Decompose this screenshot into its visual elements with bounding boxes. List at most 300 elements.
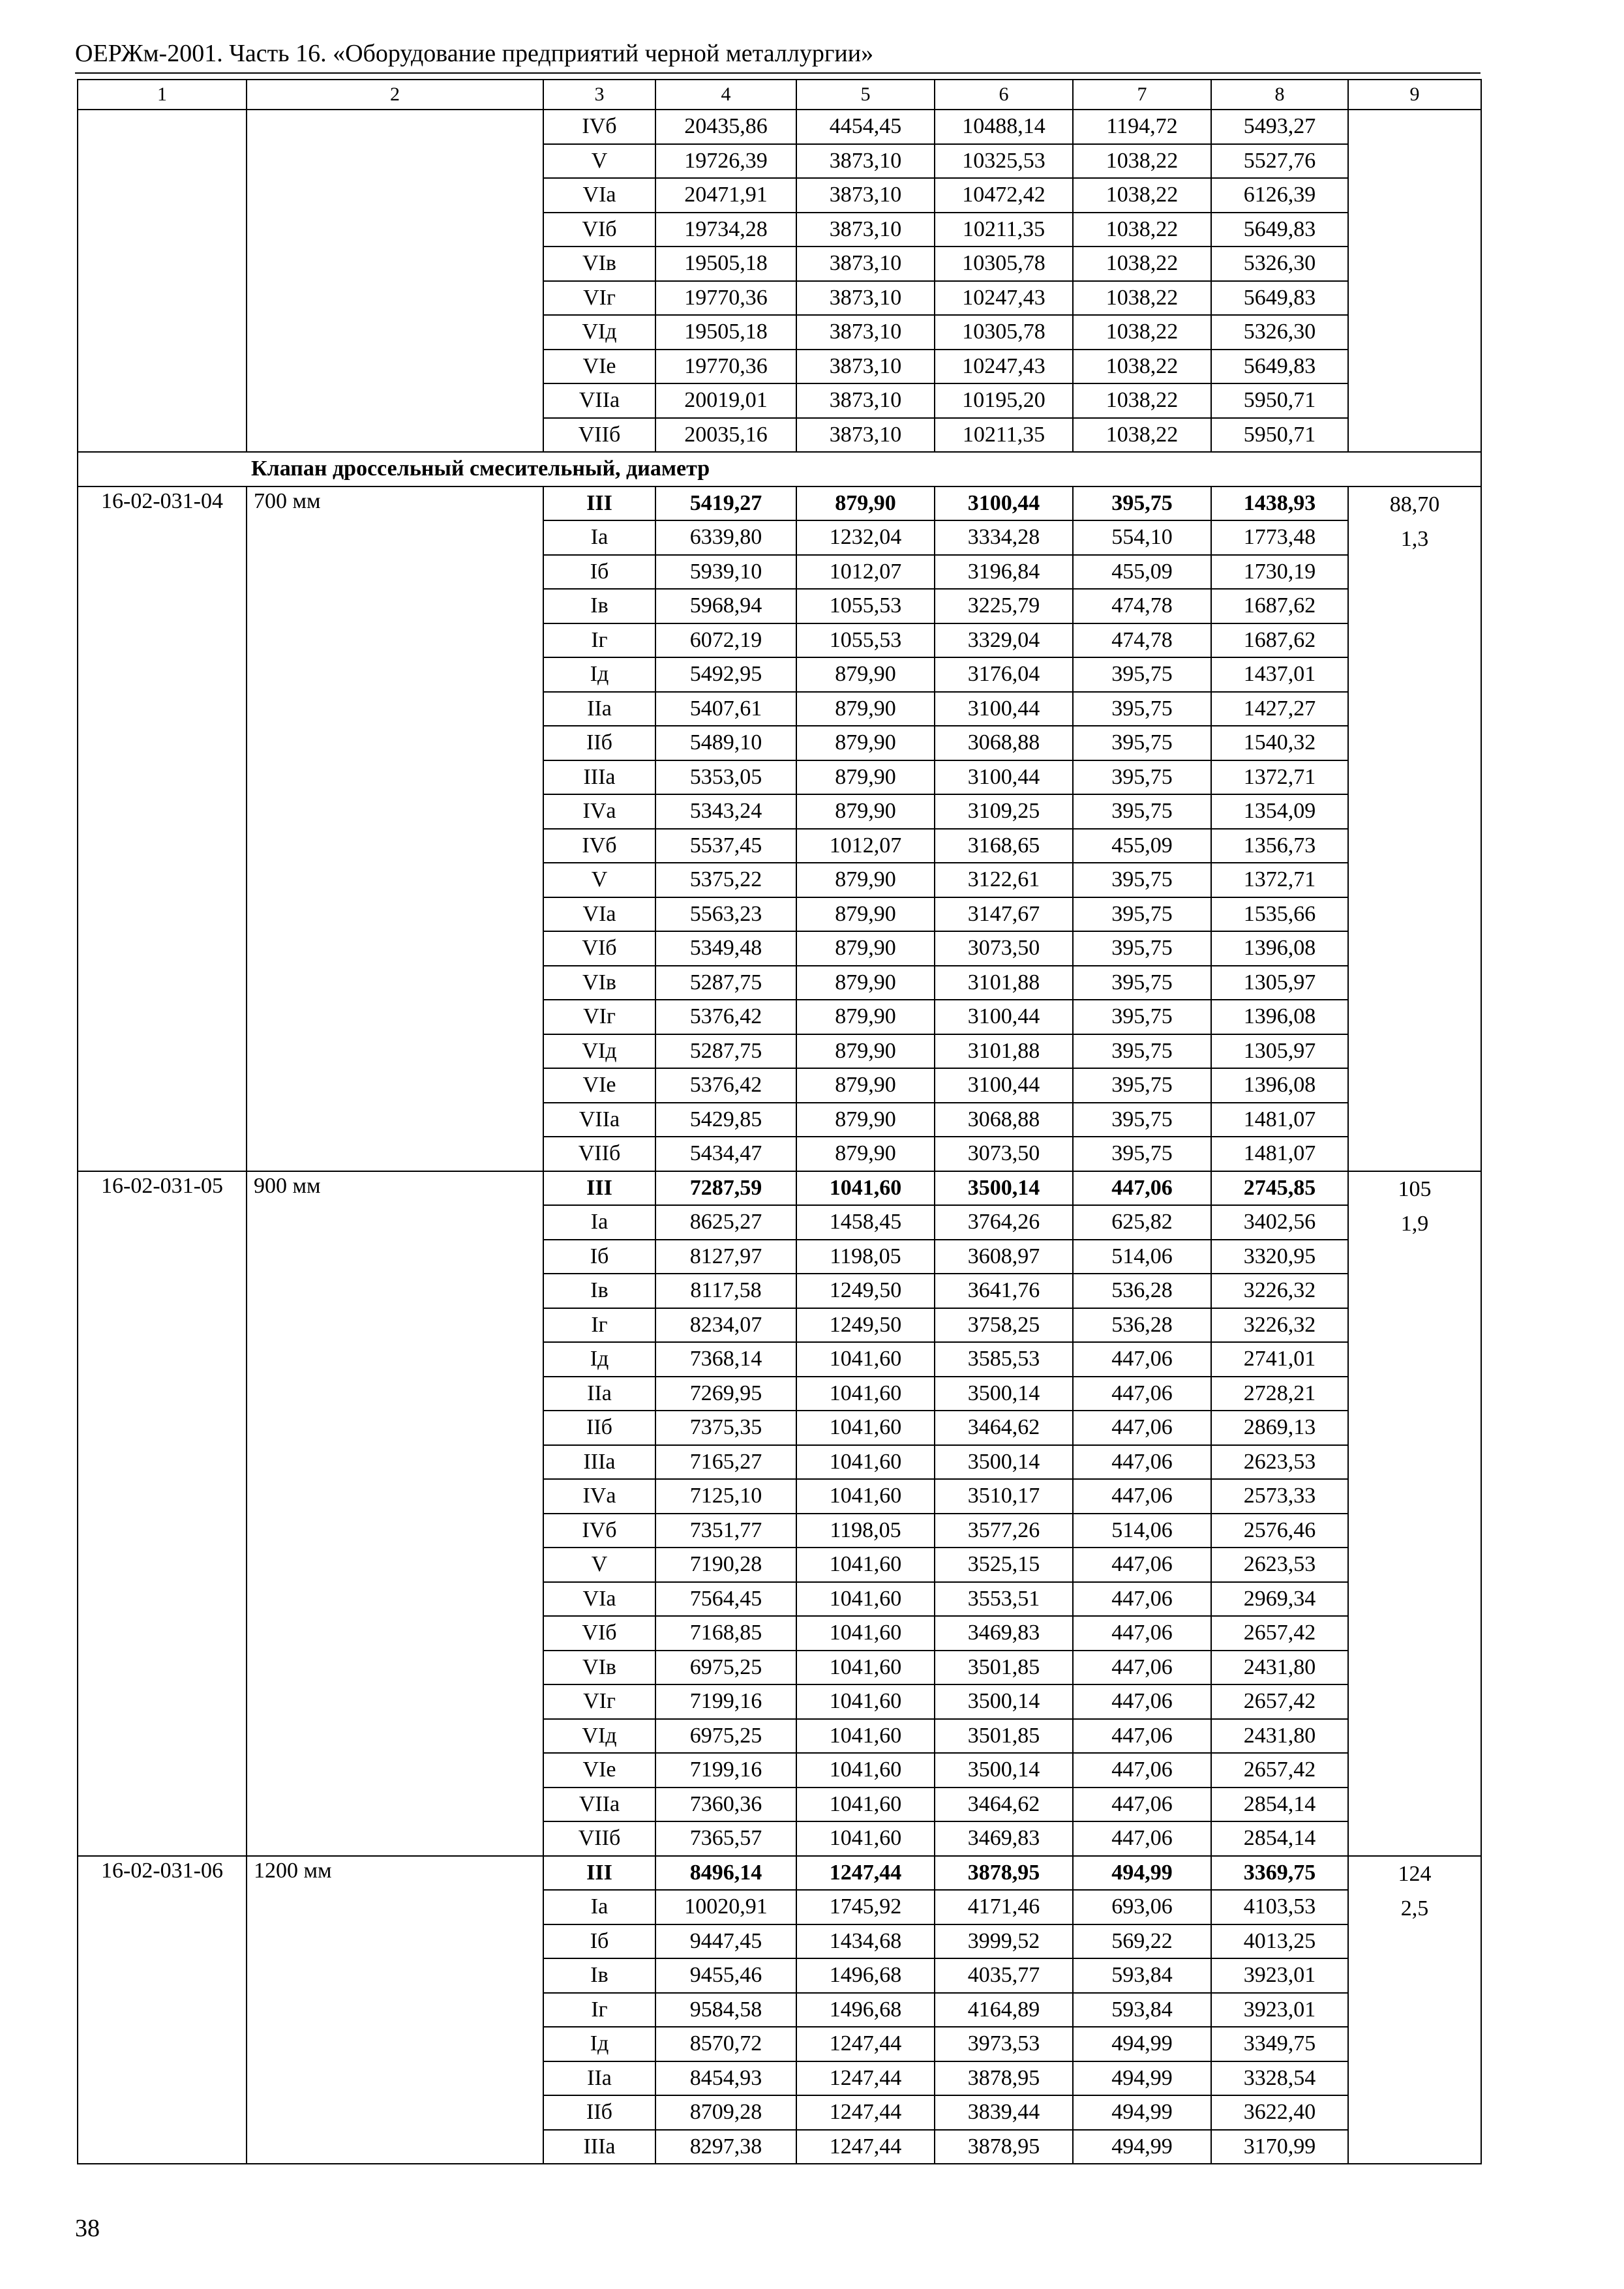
value-cell: 1687,62 <box>1211 589 1348 623</box>
value-cell: 1012,07 <box>796 829 935 863</box>
value-cell: 5649,83 <box>1211 281 1348 316</box>
value-cell: 10488,14 <box>935 110 1073 144</box>
value-cell: 1041,60 <box>796 1719 935 1754</box>
value-cell: 7165,27 <box>655 1445 796 1480</box>
col9-cell <box>1348 110 1481 452</box>
value-cell: 20035,16 <box>655 418 796 453</box>
value-cell: 395,75 <box>1073 1000 1211 1034</box>
value-cell: 879,90 <box>796 1068 935 1103</box>
value-cell: 3168,65 <box>935 829 1073 863</box>
value-cell: 395,75 <box>1073 931 1211 966</box>
value-cell: 3100,44 <box>935 1068 1073 1103</box>
value-cell: 1730,19 <box>1211 555 1348 590</box>
row-name <box>247 110 543 452</box>
table-row <box>78 486 1481 521</box>
value-cell: 1041,60 <box>796 1753 935 1788</box>
page-number: 38 <box>75 2215 100 2242</box>
value-cell: 1249,50 <box>796 1308 935 1343</box>
zone-cell: VIIа <box>543 1103 655 1137</box>
value-cell: 1356,73 <box>1211 829 1348 863</box>
value-cell: 5326,30 <box>1211 315 1348 350</box>
value-cell: 3873,10 <box>796 315 935 350</box>
value-cell: 4164,89 <box>935 1993 1073 2027</box>
value-cell: 1038,22 <box>1073 178 1211 213</box>
value-cell: 494,99 <box>1073 1856 1211 1891</box>
value-cell: 4103,53 <box>1211 1890 1348 1924</box>
value-cell: 2657,42 <box>1211 1616 1348 1651</box>
value-cell: 3464,62 <box>935 1411 1073 1445</box>
value-cell: 447,06 <box>1073 1445 1211 1480</box>
value-cell: 3334,28 <box>935 520 1073 555</box>
zone-cell: IVб <box>543 1514 655 1548</box>
column-number: 4 <box>655 80 796 110</box>
value-cell: 3349,75 <box>1211 2027 1348 2061</box>
value-cell: 395,75 <box>1073 760 1211 795</box>
value-cell: 1038,22 <box>1073 418 1211 453</box>
value-cell: 1437,01 <box>1211 657 1348 692</box>
value-cell: 1247,44 <box>796 2095 935 2130</box>
value-cell: 3873,10 <box>796 144 935 179</box>
value-cell: 395,75 <box>1073 1068 1211 1103</box>
row-code: 16-02-031-05 <box>78 1171 247 1856</box>
zone-cell: III <box>543 1171 655 1206</box>
value-cell: 879,90 <box>796 657 935 692</box>
value-cell: 5326,30 <box>1211 247 1348 281</box>
col9-cell <box>1348 486 1481 1171</box>
value-cell: 5950,71 <box>1211 418 1348 453</box>
value-cell: 1247,44 <box>796 2061 935 2096</box>
value-cell: 1041,60 <box>796 1342 935 1377</box>
value-cell: 395,75 <box>1073 863 1211 897</box>
zone-cell: VIб <box>543 931 655 966</box>
column-number: 3 <box>543 80 655 110</box>
value-cell: 5527,76 <box>1211 144 1348 179</box>
zone-cell: VIг <box>543 1000 655 1034</box>
value-cell: 2623,53 <box>1211 1445 1348 1480</box>
value-cell: 536,28 <box>1073 1308 1211 1343</box>
value-cell: 2728,21 <box>1211 1377 1348 1411</box>
value-cell: 1232,04 <box>796 520 935 555</box>
zone-cell: Iб <box>543 1924 655 1959</box>
value-cell: 3622,40 <box>1211 2095 1348 2130</box>
col9-cell <box>1348 1171 1481 1856</box>
value-cell: 3873,10 <box>796 350 935 384</box>
value-cell: 5939,10 <box>655 555 796 590</box>
zone-cell: Iв <box>543 589 655 623</box>
value-cell: 10247,43 <box>935 281 1073 316</box>
value-cell: 3923,01 <box>1211 1993 1348 2027</box>
value-cell: 3553,51 <box>935 1582 1073 1617</box>
value-cell: 514,06 <box>1073 1514 1211 1548</box>
zone-cell: VIIа <box>543 383 655 418</box>
value-cell: 19770,36 <box>655 350 796 384</box>
value-cell: 395,75 <box>1073 657 1211 692</box>
value-cell: 1041,60 <box>796 1616 935 1651</box>
zone-cell: Iа <box>543 1205 655 1240</box>
value-cell: 395,75 <box>1073 794 1211 829</box>
value-cell: 8496,14 <box>655 1856 796 1891</box>
value-cell: 3878,95 <box>935 1856 1073 1891</box>
zone-cell: Iг <box>543 1993 655 2027</box>
zone-cell: VIа <box>543 897 655 932</box>
zone-cell: Iг <box>543 623 655 658</box>
value-cell: 1038,22 <box>1073 144 1211 179</box>
value-cell: 593,84 <box>1073 1993 1211 2027</box>
value-cell: 1249,50 <box>796 1274 935 1308</box>
value-cell: 879,90 <box>796 1137 935 1171</box>
value-cell: 10195,20 <box>935 383 1073 418</box>
value-cell: 7360,36 <box>655 1788 796 1822</box>
value-cell: 3764,26 <box>935 1205 1073 1240</box>
value-cell: 1396,08 <box>1211 1068 1348 1103</box>
value-cell: 879,90 <box>796 1034 935 1069</box>
value-cell: 395,75 <box>1073 726 1211 760</box>
value-cell: 3068,88 <box>935 726 1073 760</box>
value-cell: 2657,42 <box>1211 1753 1348 1788</box>
value-cell: 7375,35 <box>655 1411 796 1445</box>
value-cell: 19505,18 <box>655 315 796 350</box>
zone-cell: VIе <box>543 350 655 384</box>
value-cell: 10305,78 <box>935 315 1073 350</box>
column-number: 2 <box>247 80 543 110</box>
zone-cell: Iг <box>543 1308 655 1343</box>
value-cell: 3100,44 <box>935 486 1073 521</box>
column-number: 6 <box>935 80 1073 110</box>
value-cell: 3500,14 <box>935 1377 1073 1411</box>
value-cell: 494,99 <box>1073 2061 1211 2096</box>
value-cell: 625,82 <box>1073 1205 1211 1240</box>
value-cell: 3500,14 <box>935 1753 1073 1788</box>
value-cell: 3226,32 <box>1211 1308 1348 1343</box>
zone-cell: V <box>543 144 655 179</box>
zone-cell: VIг <box>543 1684 655 1719</box>
value-cell: 3758,25 <box>935 1308 1073 1343</box>
value-cell: 4171,46 <box>935 1890 1073 1924</box>
value-cell: 7190,28 <box>655 1548 796 1582</box>
page-header: ОЕРЖм-2001. Часть 16. «Оборудование предприятий черной металлургии» <box>75 40 874 67</box>
value-cell: 3500,14 <box>935 1684 1073 1719</box>
value-cell: 1540,32 <box>1211 726 1348 760</box>
value-cell: 554,10 <box>1073 520 1211 555</box>
zone-cell: Iд <box>543 2027 655 2061</box>
zone-cell: IIIа <box>543 760 655 795</box>
table-row <box>78 1171 1481 1206</box>
value-cell: 3369,75 <box>1211 1856 1348 1891</box>
value-cell: 1041,60 <box>796 1548 935 1582</box>
column-number: 5 <box>796 80 935 110</box>
value-cell: 2573,33 <box>1211 1479 1348 1514</box>
row-code: 16-02-031-06 <box>78 1856 247 2164</box>
value-cell: 1041,60 <box>796 1445 935 1480</box>
section-row <box>78 452 1481 486</box>
zone-cell: VIIа <box>543 1788 655 1822</box>
value-cell: 3608,97 <box>935 1240 1073 1274</box>
value-cell: 455,09 <box>1073 555 1211 590</box>
value-cell: 1247,44 <box>796 2027 935 2061</box>
zone-cell: VIIб <box>543 1821 655 1856</box>
value-cell: 3873,10 <box>796 383 935 418</box>
section-title: Клапан дроссельный смесительный, диаметр <box>78 452 1481 486</box>
value-cell: 1496,68 <box>796 1993 935 2027</box>
value-cell: 10211,35 <box>935 213 1073 247</box>
zone-cell: VIб <box>543 213 655 247</box>
value-cell: 395,75 <box>1073 692 1211 726</box>
zone-cell: III <box>543 486 655 521</box>
value-cell: 447,06 <box>1073 1171 1211 1206</box>
value-cell: 3402,56 <box>1211 1205 1348 1240</box>
value-cell: 1396,08 <box>1211 1000 1348 1034</box>
zone-cell: IIIа <box>543 1445 655 1480</box>
value-cell: 5375,22 <box>655 863 796 897</box>
value-cell: 2623,53 <box>1211 1548 1348 1582</box>
value-cell: 5349,48 <box>655 931 796 966</box>
value-cell: 6126,39 <box>1211 178 1348 213</box>
value-cell: 3100,44 <box>935 1000 1073 1034</box>
value-cell: 1041,60 <box>796 1821 935 1856</box>
value-cell: 3878,95 <box>935 2130 1073 2164</box>
value-cell: 1198,05 <box>796 1514 935 1548</box>
value-cell: 1745,92 <box>796 1890 935 1924</box>
value-cell: 6975,25 <box>655 1651 796 1685</box>
value-cell: 5489,10 <box>655 726 796 760</box>
value-cell: 7351,77 <box>655 1514 796 1548</box>
value-cell: 3073,50 <box>935 931 1073 966</box>
value-cell: 8234,07 <box>655 1308 796 1343</box>
table-row <box>78 1856 1481 1891</box>
value-cell: 3073,50 <box>935 1137 1073 1171</box>
zone-cell: VIд <box>543 1034 655 1069</box>
value-cell: 4454,45 <box>796 110 935 144</box>
column-number: 1 <box>78 80 247 110</box>
value-cell: 447,06 <box>1073 1821 1211 1856</box>
value-cell: 5968,94 <box>655 589 796 623</box>
value-cell: 395,75 <box>1073 1103 1211 1137</box>
zone-cell: VIб <box>543 1616 655 1651</box>
value-cell: 455,09 <box>1073 829 1211 863</box>
value-cell: 1434,68 <box>796 1924 935 1959</box>
value-cell: 447,06 <box>1073 1788 1211 1822</box>
value-cell: 3873,10 <box>796 418 935 453</box>
value-cell: 447,06 <box>1073 1582 1211 1617</box>
zone-cell: IIб <box>543 726 655 760</box>
zone-cell: VIа <box>543 1582 655 1617</box>
col9-cell <box>1348 1856 1481 2164</box>
value-cell: 8709,28 <box>655 2095 796 2130</box>
value-cell: 474,78 <box>1073 623 1211 658</box>
value-cell: 3500,14 <box>935 1171 1073 1206</box>
value-cell: 3068,88 <box>935 1103 1073 1137</box>
col9-value: 124 <box>1398 1861 1432 1886</box>
value-cell: 8117,58 <box>655 1274 796 1308</box>
value-cell: 8454,93 <box>655 2061 796 2096</box>
value-cell: 1041,60 <box>796 1788 935 1822</box>
zone-cell: IIа <box>543 1377 655 1411</box>
value-cell: 1481,07 <box>1211 1103 1348 1137</box>
zone-cell: IIб <box>543 1411 655 1445</box>
value-cell: 5287,75 <box>655 1034 796 1069</box>
zone-cell: IIб <box>543 2095 655 2130</box>
value-cell: 2576,46 <box>1211 1514 1348 1548</box>
value-cell: 3873,10 <box>796 247 935 281</box>
value-cell: 395,75 <box>1073 897 1211 932</box>
value-cell: 447,06 <box>1073 1411 1211 1445</box>
value-cell: 3320,95 <box>1211 1240 1348 1274</box>
value-cell: 1458,45 <box>796 1205 935 1240</box>
value-cell: 5950,71 <box>1211 383 1348 418</box>
value-cell: 1372,71 <box>1211 863 1348 897</box>
rates-table <box>77 79 1482 2164</box>
value-cell: 5353,05 <box>655 760 796 795</box>
column-number-row <box>78 80 1481 110</box>
value-cell: 7269,95 <box>655 1377 796 1411</box>
value-cell: 1354,09 <box>1211 794 1348 829</box>
value-cell: 693,06 <box>1073 1890 1211 1924</box>
value-cell: 447,06 <box>1073 1719 1211 1754</box>
value-cell: 5407,61 <box>655 692 796 726</box>
zone-cell: VIв <box>543 966 655 1000</box>
value-cell: 2657,42 <box>1211 1684 1348 1719</box>
row-name: 700 мм <box>247 486 543 1171</box>
value-cell: 6339,80 <box>655 520 796 555</box>
value-cell: 7564,45 <box>655 1582 796 1617</box>
value-cell: 1372,71 <box>1211 760 1348 795</box>
value-cell: 879,90 <box>796 486 935 521</box>
value-cell: 3641,76 <box>935 1274 1073 1308</box>
value-cell: 1773,48 <box>1211 520 1348 555</box>
header-rule <box>75 72 1481 74</box>
zone-cell: VIа <box>543 178 655 213</box>
value-cell: 10247,43 <box>935 350 1073 384</box>
value-cell: 3196,84 <box>935 555 1073 590</box>
value-cell: 3147,67 <box>935 897 1073 932</box>
value-cell: 10472,42 <box>935 178 1073 213</box>
column-number: 7 <box>1073 80 1211 110</box>
value-cell: 3839,44 <box>935 2095 1073 2130</box>
value-cell: 879,90 <box>796 931 935 966</box>
zone-cell: V <box>543 1548 655 1582</box>
value-cell: 1305,97 <box>1211 1034 1348 1069</box>
value-cell: 9447,45 <box>655 1924 796 1959</box>
value-cell: 5434,47 <box>655 1137 796 1171</box>
value-cell: 5376,42 <box>655 1000 796 1034</box>
value-cell: 7365,57 <box>655 1821 796 1856</box>
table-row <box>78 110 1481 144</box>
zone-cell: VIв <box>543 1651 655 1685</box>
value-cell: 1038,22 <box>1073 247 1211 281</box>
col9-value: 1,3 <box>1400 527 1429 551</box>
zone-cell: VIг <box>543 281 655 316</box>
value-cell: 395,75 <box>1073 966 1211 1000</box>
value-cell: 5649,83 <box>1211 350 1348 384</box>
value-cell: 3226,32 <box>1211 1274 1348 1308</box>
value-cell: 3501,85 <box>935 1651 1073 1685</box>
zone-cell: VIд <box>543 1719 655 1754</box>
zone-cell: VIIб <box>543 1137 655 1171</box>
value-cell: 10020,91 <box>655 1890 796 1924</box>
value-cell: 10325,53 <box>935 144 1073 179</box>
value-cell: 7287,59 <box>655 1171 796 1206</box>
value-cell: 3170,99 <box>1211 2130 1348 2164</box>
value-cell: 593,84 <box>1073 1958 1211 1993</box>
value-cell: 5419,27 <box>655 486 796 521</box>
value-cell: 3329,04 <box>935 623 1073 658</box>
value-cell: 1041,60 <box>796 1684 935 1719</box>
value-cell: 8570,72 <box>655 2027 796 2061</box>
value-cell: 569,22 <box>1073 1924 1211 1959</box>
value-cell: 1041,60 <box>796 1651 935 1685</box>
value-cell: 494,99 <box>1073 2095 1211 2130</box>
value-cell: 879,90 <box>796 966 935 1000</box>
value-cell: 3973,53 <box>935 2027 1073 2061</box>
value-cell: 3501,85 <box>935 1719 1073 1754</box>
value-cell: 1038,22 <box>1073 281 1211 316</box>
value-cell: 2745,85 <box>1211 1171 1348 1206</box>
value-cell: 879,90 <box>796 760 935 795</box>
zone-cell: VIе <box>543 1068 655 1103</box>
value-cell: 1038,22 <box>1073 350 1211 384</box>
value-cell: 5563,23 <box>655 897 796 932</box>
zone-cell: Iд <box>543 657 655 692</box>
value-cell: 1041,60 <box>796 1479 935 1514</box>
value-cell: 2741,01 <box>1211 1342 1348 1377</box>
value-cell: 536,28 <box>1073 1274 1211 1308</box>
value-cell: 3328,54 <box>1211 2061 1348 2096</box>
value-cell: 1038,22 <box>1073 213 1211 247</box>
value-cell: 447,06 <box>1073 1651 1211 1685</box>
value-cell: 10211,35 <box>935 418 1073 453</box>
value-cell: 447,06 <box>1073 1616 1211 1651</box>
value-cell: 2854,14 <box>1211 1788 1348 1822</box>
value-cell: 395,75 <box>1073 1034 1211 1069</box>
value-cell: 1012,07 <box>796 555 935 590</box>
zone-cell: IIа <box>543 2061 655 2096</box>
value-cell: 7368,14 <box>655 1342 796 1377</box>
value-cell: 3873,10 <box>796 178 935 213</box>
value-cell: 1055,53 <box>796 623 935 658</box>
value-cell: 1305,97 <box>1211 966 1348 1000</box>
value-cell: 4035,77 <box>935 1958 1073 1993</box>
value-cell: 19734,28 <box>655 213 796 247</box>
value-cell: 1198,05 <box>796 1240 935 1274</box>
value-cell: 3464,62 <box>935 1788 1073 1822</box>
value-cell: 20019,01 <box>655 383 796 418</box>
value-cell: 474,78 <box>1073 589 1211 623</box>
value-cell: 20471,91 <box>655 178 796 213</box>
value-cell: 3100,44 <box>935 692 1073 726</box>
value-cell: 3122,61 <box>935 863 1073 897</box>
value-cell: 447,06 <box>1073 1377 1211 1411</box>
value-cell: 3873,10 <box>796 213 935 247</box>
col9-value: 1,9 <box>1400 1212 1429 1236</box>
value-cell: 3100,44 <box>935 760 1073 795</box>
value-cell: 447,06 <box>1073 1548 1211 1582</box>
zone-cell: IIа <box>543 692 655 726</box>
value-cell: 1041,60 <box>796 1411 935 1445</box>
value-cell: 5649,83 <box>1211 213 1348 247</box>
row-code: 16-02-031-04 <box>78 486 247 1171</box>
zone-cell: III <box>543 1856 655 1891</box>
zone-cell: VIд <box>543 315 655 350</box>
value-cell: 879,90 <box>796 1103 935 1137</box>
value-cell: 3225,79 <box>935 589 1073 623</box>
value-cell: 1247,44 <box>796 1856 935 1891</box>
zone-cell: Iд <box>543 1342 655 1377</box>
value-cell: 879,90 <box>796 863 935 897</box>
value-cell: 2431,80 <box>1211 1651 1348 1685</box>
value-cell: 7199,16 <box>655 1753 796 1788</box>
value-cell: 3577,26 <box>935 1514 1073 1548</box>
value-cell: 5287,75 <box>655 966 796 1000</box>
